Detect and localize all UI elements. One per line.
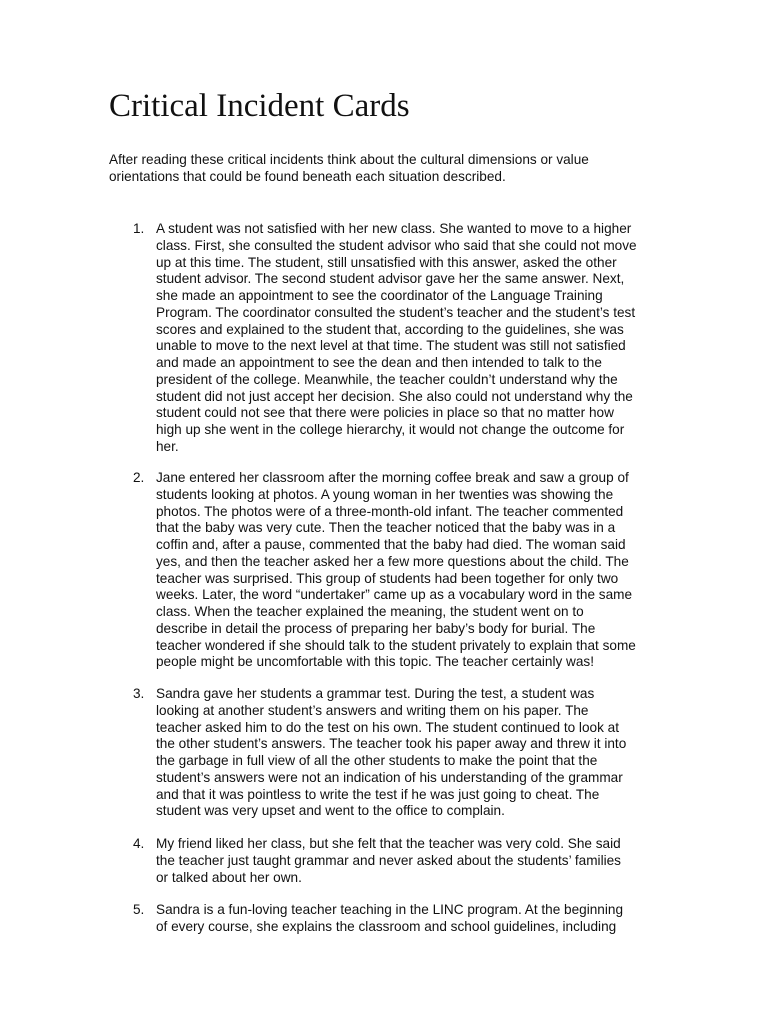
incident-line: people might be uncomfortable with this topic. The teacher certainly was!	[156, 654, 595, 670]
incident-line: yes, and then the teacher asked her a few more questions about the child. The	[156, 553, 629, 569]
incident-line: looking at another student’s answers and writing them on his paper. The	[156, 702, 589, 718]
incident-line: president of the college. Meanwhile, the teacher couldn’t understand why the	[156, 371, 618, 387]
incident-text	[156, 221, 666, 456]
incident-text	[156, 470, 666, 671]
incident-line: Jane entered her classroom after the morning coffee break and saw a group of	[156, 470, 629, 485]
incident-line: up at this time. The student, still unsatisfied with this answer, asked the other	[156, 254, 617, 270]
incident-line: weeks. Later, the word “undertaker” came up as a vocabulary word in the same	[156, 587, 633, 603]
intro-line: orientations that could be found beneath each situation described.	[109, 168, 506, 184]
incident-line: students looking at photos. A young woman in her twenties was showing the	[156, 486, 614, 502]
incident-line: that the baby was very cute. Then the teacher noticed that the baby was in a	[156, 520, 616, 536]
incident-text	[156, 686, 666, 820]
incident-line: describe in detail the process of preparing her baby’s body for burial. The	[156, 620, 596, 636]
incident-number: 3.	[133, 686, 145, 701]
incident-line: scores and explained to the student that, according to the guidelines, she was	[156, 321, 624, 337]
incident-line: of every course, she explains the classroom and school guidelines, including	[156, 918, 617, 934]
incident-line: My friend liked her class, but she felt that the teacher was very cold. She said	[156, 836, 621, 851]
incident-line: high up she went in the college hierarchy, it would not change the outcome for	[156, 422, 625, 437]
incident-number: 5.	[133, 902, 145, 917]
incident-line: class. When the teacher explained the meaning, the student went on to	[156, 604, 584, 619]
incident-line: Sandra is a fun-loving teacher teaching in the LINC program. At the beginning	[156, 902, 624, 917]
incident-line: Sandra gave her students a grammar test. During the test, a student was	[156, 686, 595, 701]
incident-line: teacher asked him to do the test on his own. The student continued to look at	[156, 719, 619, 735]
incident-line: unable to move to the next level at that time. The student was still not satisfied	[156, 338, 626, 354]
incident-line: the garbage in full view of all the other students to make the point that the	[156, 753, 598, 768]
incident-line: A student was not satisfied with her new class. She wanted to move to a higher	[156, 221, 632, 236]
incident-line: student’s answers were not an indication of his understanding of the grammar	[156, 769, 623, 785]
incident-line: she made an appointment to see the coordinator of the Language Training	[156, 288, 603, 303]
incident-line: the other student’s answers. The teacher took his paper away and threw it into	[156, 736, 627, 752]
intro-line: After reading these critical incidents think about the cultural dimensions or value	[109, 152, 589, 167]
incident-line: Program. The coordinator consulted the student’s teacher and the student’s test	[156, 304, 636, 320]
intro-paragraph	[109, 151, 629, 185]
incident-text	[156, 836, 666, 886]
incident-line: coffin and, after a pause, commented that the baby had died. The woman said	[156, 537, 626, 552]
incident-line: the teacher just taught grammar and never asked about the students’ families	[156, 852, 621, 868]
incident-number: 4.	[133, 836, 145, 851]
incident-text	[156, 902, 666, 936]
incident-line: student did not just accept her decision. She also could not understand why the	[156, 388, 633, 404]
incident-line: her.	[156, 438, 179, 454]
incident-number: 2.	[133, 470, 145, 485]
page-title: Critical Incident Cards	[109, 88, 410, 124]
incident-line: and made an appointment to see the dean and then intended to talk to the	[156, 355, 602, 370]
incident-line: or talked about her own.	[156, 869, 302, 885]
incident-line: teacher wondered if she should talk to the student privately to explain that some	[156, 637, 636, 653]
incident-line: student could not see that there were policies in place so that no matter how	[156, 405, 614, 421]
incident-line: and that it was pointless to write the test if he was just going to cheat. The	[156, 786, 600, 802]
incident-line: photos. The photos were of a three-month-old infant. The teacher commented	[156, 503, 624, 519]
incident-line: student was very upset and went to the office to complain.	[156, 803, 505, 819]
incident-line: teacher was surprised. This group of students had been together for only two	[156, 570, 619, 586]
incident-number: 1.	[133, 221, 145, 236]
incident-line: student advisor. The second student advisor gave her the same answer. Next,	[156, 271, 625, 287]
incident-line: class. First, she consulted the student advisor who said that she could not move	[156, 237, 637, 253]
